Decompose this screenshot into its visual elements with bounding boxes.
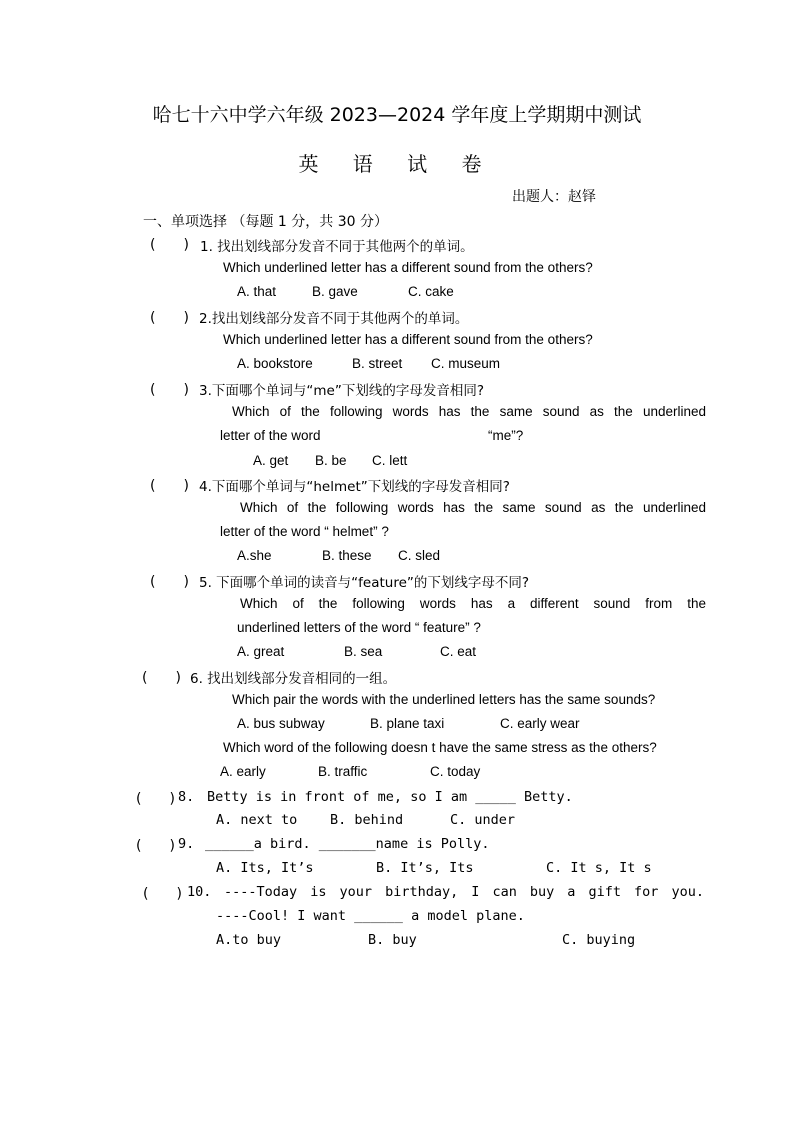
option-c: C. early wear	[500, 716, 580, 731]
option-a: A. that	[237, 284, 277, 299]
option-a: A.she	[237, 548, 272, 563]
option-b: B. behind	[330, 812, 404, 828]
page-title: 哈七十六中学六年级 2023—2024 学年度上学期期中测试	[152, 104, 642, 126]
question-cn: 1. 找出划线部分发音不同于其他两个的单词。	[200, 239, 474, 255]
option-b: B. traffic	[318, 764, 368, 779]
option-c: C. sled	[398, 548, 441, 563]
option-a: A. get	[253, 453, 289, 468]
question-en: Which word of the following doesn t have the same stress as the others?	[223, 740, 657, 755]
question-en: Which of the following words has the same sound as the underlined	[232, 404, 706, 419]
option-c: C. today	[430, 764, 481, 779]
option-c: C. It s, It s	[546, 860, 652, 876]
answer-blank[interactable]: ( )	[136, 791, 175, 807]
question-text: ______a bird. _______name is Polly.	[205, 836, 490, 852]
question-cn: 6. 找出划线部分发音相同的一组。	[190, 671, 397, 687]
option-b: B. plane taxi	[370, 716, 445, 731]
question-text: ----Today is your birthday, I can buy a gift for you.	[224, 884, 704, 900]
question-text-cont: ----Cool! I want ______ a model plane.	[216, 908, 525, 924]
question-cn: 5. 下面哪个单词的读音与“feature”的下划线字母不同?	[199, 575, 530, 591]
question-number: 10.	[187, 884, 212, 900]
option-a: A. Its, It’s	[216, 860, 314, 876]
answer-blank[interactable]: ( )	[136, 838, 175, 854]
option-b: B. It’s, Its	[376, 860, 474, 876]
question-en: Which of the following words has a different sound from the	[240, 596, 706, 611]
option-c: C. under	[450, 812, 516, 828]
option-a: A. early	[220, 764, 266, 779]
option-c: C. cake	[408, 284, 454, 299]
question-en: Which pair the words with the underlined letters has the same sounds?	[232, 692, 656, 707]
option-c: C. lett	[372, 453, 408, 468]
option-c: C. eat	[440, 644, 477, 659]
question-cn: 4.下面哪个单词与“helmet”下划线的字母发音相同?	[199, 479, 510, 495]
option-b: B. these	[322, 548, 372, 563]
question-text: Betty is in front of me, so I am _____ Betty.	[207, 789, 573, 805]
author-line: 出题人：赵铎	[512, 189, 596, 205]
question-en: Which underlined letter has a different sound from the others?	[223, 260, 593, 275]
option-b: B. gave	[312, 284, 358, 299]
question-en-word: “me”?	[488, 428, 524, 443]
answer-blank[interactable]: ( )	[150, 574, 189, 590]
option-c: C. buying	[562, 932, 636, 948]
question-number: 9.	[178, 836, 195, 852]
question-number: 8.	[178, 789, 195, 805]
option-a: A. great	[237, 644, 285, 659]
answer-blank[interactable]: ( )	[150, 310, 189, 326]
answer-blank[interactable]: ( )	[150, 382, 189, 398]
option-b: B. sea	[344, 644, 383, 659]
answer-blank[interactable]: ( )	[142, 670, 181, 686]
question-en-cont: letter of the word	[220, 428, 321, 443]
question-en-cont: letter of the word “ helmet” ?	[220, 524, 389, 539]
question-en: Which underlined letter has a different sound from the others?	[223, 332, 593, 347]
option-c: C. museum	[431, 356, 501, 371]
section-heading: 一、单项选择 （每题 1 分，共 30 分）	[143, 214, 388, 230]
answer-blank[interactable]: ( )	[143, 886, 182, 902]
option-b: B. be	[315, 453, 347, 468]
answer-blank[interactable]: ( )	[150, 478, 189, 494]
question-en-cont: underlined letters of the word “ feature” ?	[237, 620, 481, 635]
option-a: A. next to	[216, 812, 298, 828]
option-a: A. bookstore	[237, 356, 313, 371]
answer-blank[interactable]: ( )	[150, 237, 189, 253]
question-cn: 3.下面哪个单词与“me”下划线的字母发音相同?	[199, 383, 484, 399]
option-a: A.to buy	[216, 932, 282, 948]
option-b: B. buy	[368, 932, 417, 948]
question-cn: 2.找出划线部分发音不同于其他两个的单词。	[199, 311, 469, 327]
option-a: A. bus subway	[237, 716, 325, 731]
question-en: Which of the following words has the same sound as the underlined	[240, 500, 706, 515]
page-subtitle: 英 语 试 卷	[298, 152, 496, 176]
option-b: B. street	[352, 356, 403, 371]
